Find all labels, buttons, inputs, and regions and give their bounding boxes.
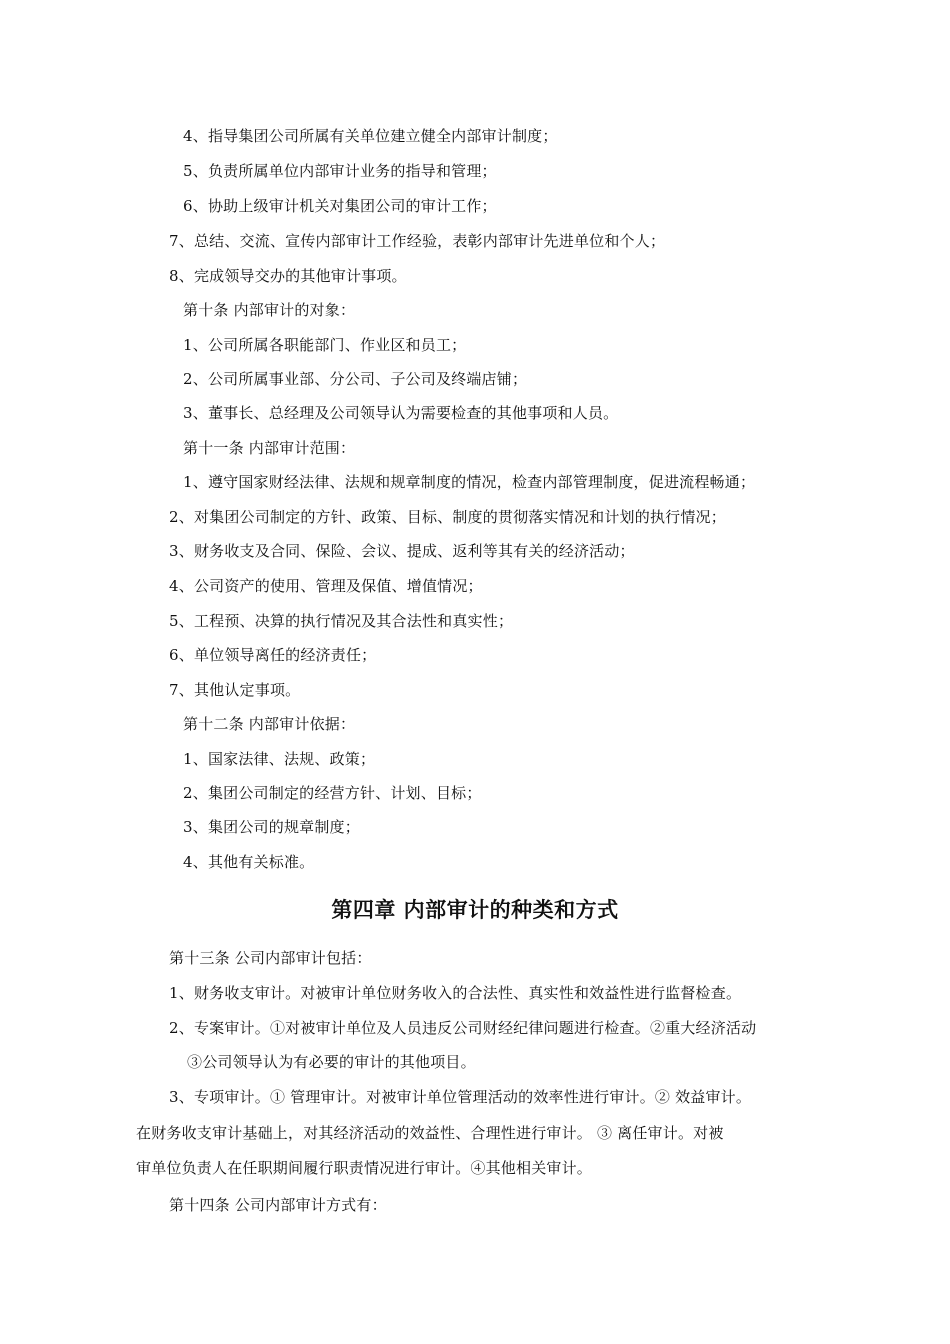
article-heading: 第十二条 内部审计依据： xyxy=(183,715,356,733)
text-line: 7、其他认定事项。 xyxy=(169,681,301,699)
text-line: 4、指导集团公司所属有关单位建立健全内部审计制度； xyxy=(183,127,558,145)
article-heading: 第十一条 内部审计范围： xyxy=(183,439,356,457)
article-heading: 第十条 内部审计的对象： xyxy=(183,301,356,319)
text-line: 7、总结、交流、宣传内部审计工作经验，表彰内部审计先进单位和个人； xyxy=(169,232,666,250)
text-line: 1、遵守国家财经法律、法规和规章制度的情况，检查内部管理制度，促进流程畅通； xyxy=(183,473,756,491)
text-line: 5、负责所属单位内部审计业务的指导和管理； xyxy=(183,162,497,180)
text-line: 2、公司所属事业部、分公司、子公司及终端店铺； xyxy=(183,370,528,388)
text-line: 4、其他有关标准。 xyxy=(183,853,315,871)
text-line: 3、专项审计。① 管理审计。对被审计单位管理活动的效率性进行审计。② 效益审计。 xyxy=(169,1088,752,1106)
text-line: 3、集团公司的规章制度； xyxy=(183,818,360,836)
text-line: 2、专案审计。①对被审计单位及人员违反公司财经纪律问题进行检查。②重大经济活动 xyxy=(169,1019,757,1037)
text-line: 2、集团公司制定的经营方针、计划、目标； xyxy=(183,784,482,802)
text-line: 在财务收支审计基础上，对其经济活动的效益性、合理性进行审计。 ③ 离任审计。对被 xyxy=(136,1124,724,1142)
article-heading: 第十四条 公司内部审计方式有： xyxy=(169,1196,387,1214)
text-line: 1、财务收支审计。对被审计单位财务收入的合法性、真实性和效益性进行监督检查。 xyxy=(169,984,742,1002)
text-line: 3、董事长、总经理及公司领导认为需要检查的其他事项和人员。 xyxy=(183,404,619,422)
text-line: 6、单位领导离任的经济责任； xyxy=(169,646,377,664)
text-line: 审单位负责人在任职期间履行职责情况进行审计。④其他相关审计。 xyxy=(136,1159,593,1177)
text-line: 3、财务收支及合同、保险、会议、提成、返利等其有关的经济活动； xyxy=(169,542,635,560)
text-line: 1、公司所属各职能部门、作业区和员工； xyxy=(183,336,467,354)
text-line: 1、国家法律、法规、政策； xyxy=(183,750,376,768)
chapter-title: 第四章 内部审计的种类和方式 xyxy=(331,897,619,922)
text-line: ③公司领导认为有必要的审计的其他项目。 xyxy=(187,1053,476,1071)
text-line: 4、公司资产的使用、管理及保值、增值情况； xyxy=(169,577,483,595)
text-line: 6、协助上级审计机关对集团公司的审计工作； xyxy=(183,197,497,215)
text-line: 5、工程预、决算的执行情况及其合法性和真实性； xyxy=(169,612,514,630)
text-line: 8、完成领导交办的其他审计事项。 xyxy=(169,267,407,285)
article-heading: 第十三条 公司内部审计包括： xyxy=(169,949,372,967)
text-line: 2、对集团公司制定的方针、政策、目标、制度的贯彻落实情况和计划的执行情况； xyxy=(169,508,726,526)
